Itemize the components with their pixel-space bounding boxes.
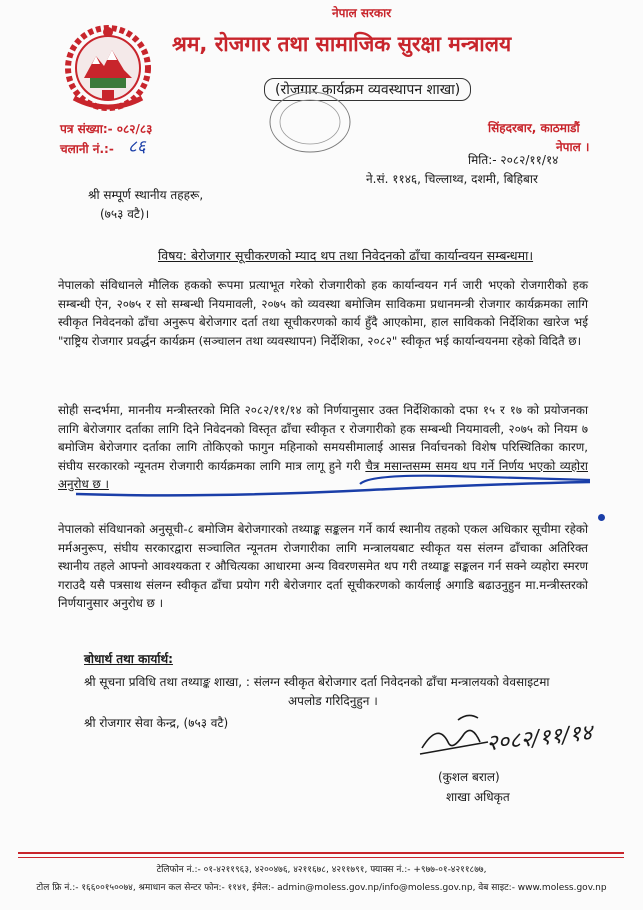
- cc-item-2: श्री रोजगार सेवा केन्द्र, (७५३ वटै): [84, 716, 229, 730]
- footer-divider-thin: [18, 857, 624, 858]
- recipient-line-2: (७५३ वटै)।: [100, 207, 150, 221]
- nepal-sambat-date: ने.सं. ११४६, चिल्लाथ्व, दशमी, बिहिबार: [366, 172, 538, 186]
- country: नेपाल ।: [556, 140, 590, 154]
- cc-item-1-instruction: संलग्न स्वीकृत बेरोजगार दर्ता निवेदनको ढाँचा मन्त्रालयको वेवसाइटमा: [253, 675, 550, 689]
- ministry-title: श्रम, रोजगार तथा सामाजिक सुरक्षा मन्त्रालय: [172, 32, 512, 56]
- nepal-emblem-icon: [62, 20, 154, 112]
- signatory-name: (कुशल बराल): [438, 770, 500, 784]
- address: सिंहदरबार, काठमाडौं: [488, 121, 580, 135]
- cc-item-1-continued: अपलोड गरिदिनुहुन ।: [288, 694, 378, 708]
- department-name: (रोजगार कार्यक्रम व्यवस्थापन शाखा): [264, 78, 471, 101]
- pen-underline: [70, 470, 610, 510]
- date: मिति:- २०८२/११/१४: [468, 153, 559, 167]
- ink-dot: [598, 514, 605, 521]
- recipient-line-1: श्री सम्पूर्ण स्थानीय तहहरू,: [88, 188, 204, 202]
- dispatch-number-label: चलानी नं.:-: [60, 142, 114, 156]
- paragraph-2-main: सोही सन्दर्भमा, माननीय मन्त्रीस्तरको मिति २०८२/११/१४ को निर्णयानुसार उक्त निर्देशिकाको दफा १५ र १७ को प्रयोजनका लागि बेरोजगार दर्ताका लागि दिने निवेदनको विस्तृत ढाँचा स्वीकृत र रोजगारीको हक सम्बन्धी नियमावली, २०७५ को नियम ७ बमोजिम बेरोजगार दर्ताका लागि तोकिएको फागुन महिनाको समयसीमालाई आसन्न निर्वाचनको विशेष परिस्थितिका कारण, संघीय सरकारको न्यूनतम रोजगारी कार्यक्रमका लागि मात्र लागू हुने गरी: [58, 403, 588, 473]
- dispatch-number-value: ८६: [128, 137, 146, 157]
- subject-line: विषय: बेरोजगार सूचीकरणको म्याद थप तथा निवेदनको ढाँचा कार्यान्वयन सम्बन्धमा।: [158, 248, 534, 263]
- footer-web-line: टोल फ्रि नं.:- १६६००१५००७४, श्रमाधान कल सेन्टर फोन:- ११४१, ईमेल:- admin@moless.gov.np/info@moless.gov.np, वेब साइट:- www.moless.gov.np: [36, 883, 607, 893]
- letter-number: पत्र संख्या:- ०८२/८३: [60, 122, 153, 136]
- office-stamp: [262, 86, 358, 158]
- signature-date: २०८२/११/१४: [485, 720, 594, 757]
- cc-item-1: [84, 673, 549, 691]
- paragraph-2-decision: चैत्र मसान्तसम्म समय थप गर्ने निर्णय भएको व्यहोरा अनुरोध छ ।: [58, 458, 588, 491]
- government-title: नेपाल सरकार: [332, 6, 392, 20]
- paragraph-1: नेपालको संविधानले मौलिक हकको रूपमा प्रत्याभूत गरेको रोजगारीको हक कार्यान्वयन गर्न जारी भएको रोजगारीको हक सम्बन्धी ऐन, २०७५ र सो सम्बन्धी नियमावली, २०७५ को व्यवस्था बमोजिम साविकमा प्रधानमन्त्री रोजगार कार्यक्रमका लागि स्वीकृत निवेदनको ढाँचा अनुरूप बेरोजगार दर्ता तथा सूचीकरणको कार्य हुँदै आएकोमा, हाल साविकको निर्देशिका खारेज भई "राष्ट्रिय रोजगार प्रवर्द्धन कार्यक्रम (सञ्चालन तथा व्यवस्थापन) निर्देशिका, २०८२" स्वीकृत भई कार्यान्वयनमा रहेको विदितै छ।: [58, 278, 588, 348]
- signatory-designation: शाखा अधिकृत: [446, 790, 510, 804]
- cc-item-1-office: श्री सूचना प्रविधि तथा तथ्याङ्क शाखा, :: [84, 675, 250, 689]
- footer-divider: [18, 852, 624, 854]
- paragraph-3: नेपालको संविधानको अनुसूची-८ बमोजिम बेरोजगारको तथ्याङ्क सङ्कलन गर्ने कार्य स्थानीय तहको एकल अधिकार सूचीमा रहेको मर्मअनुरूप, संघीय सरकारद्वारा सञ्चालित न्यूनतम रोजगारीका लागि मन्त्रालयबाट स्वीकृत यस संलग्न ढाँचाका अतिरिक्त स्थानीय तहले आफ्नो आवश्यकता र औचित्यका आधारमा अन्य विवरणसमेत थप गरी तथ्याङ्क सङ्कलन गर्न सक्ने व्यहोरा स्मरण गराउदै यसै पत्रसाथ संलग्न स्वीकृत ढाँचा प्रयोग गरी बेरोजगार दर्ता सूचीकरणको कार्यलाई अगाडि बढाउनुहुन मा.मन्त्रीस्तरको निर्णयानुसार अनुरोध छ ।: [58, 522, 588, 610]
- cc-heading: बोधार्थ तथा कार्यार्थ:: [84, 652, 173, 666]
- footer-contact-line: टेलिफोन नं.:- ०१-४२११९६३, ४२००४७६, ४२११६७८, ४२११७९१, फ्याक्स नं.:- +९७७-०१-४२११८७७,: [156, 865, 487, 875]
